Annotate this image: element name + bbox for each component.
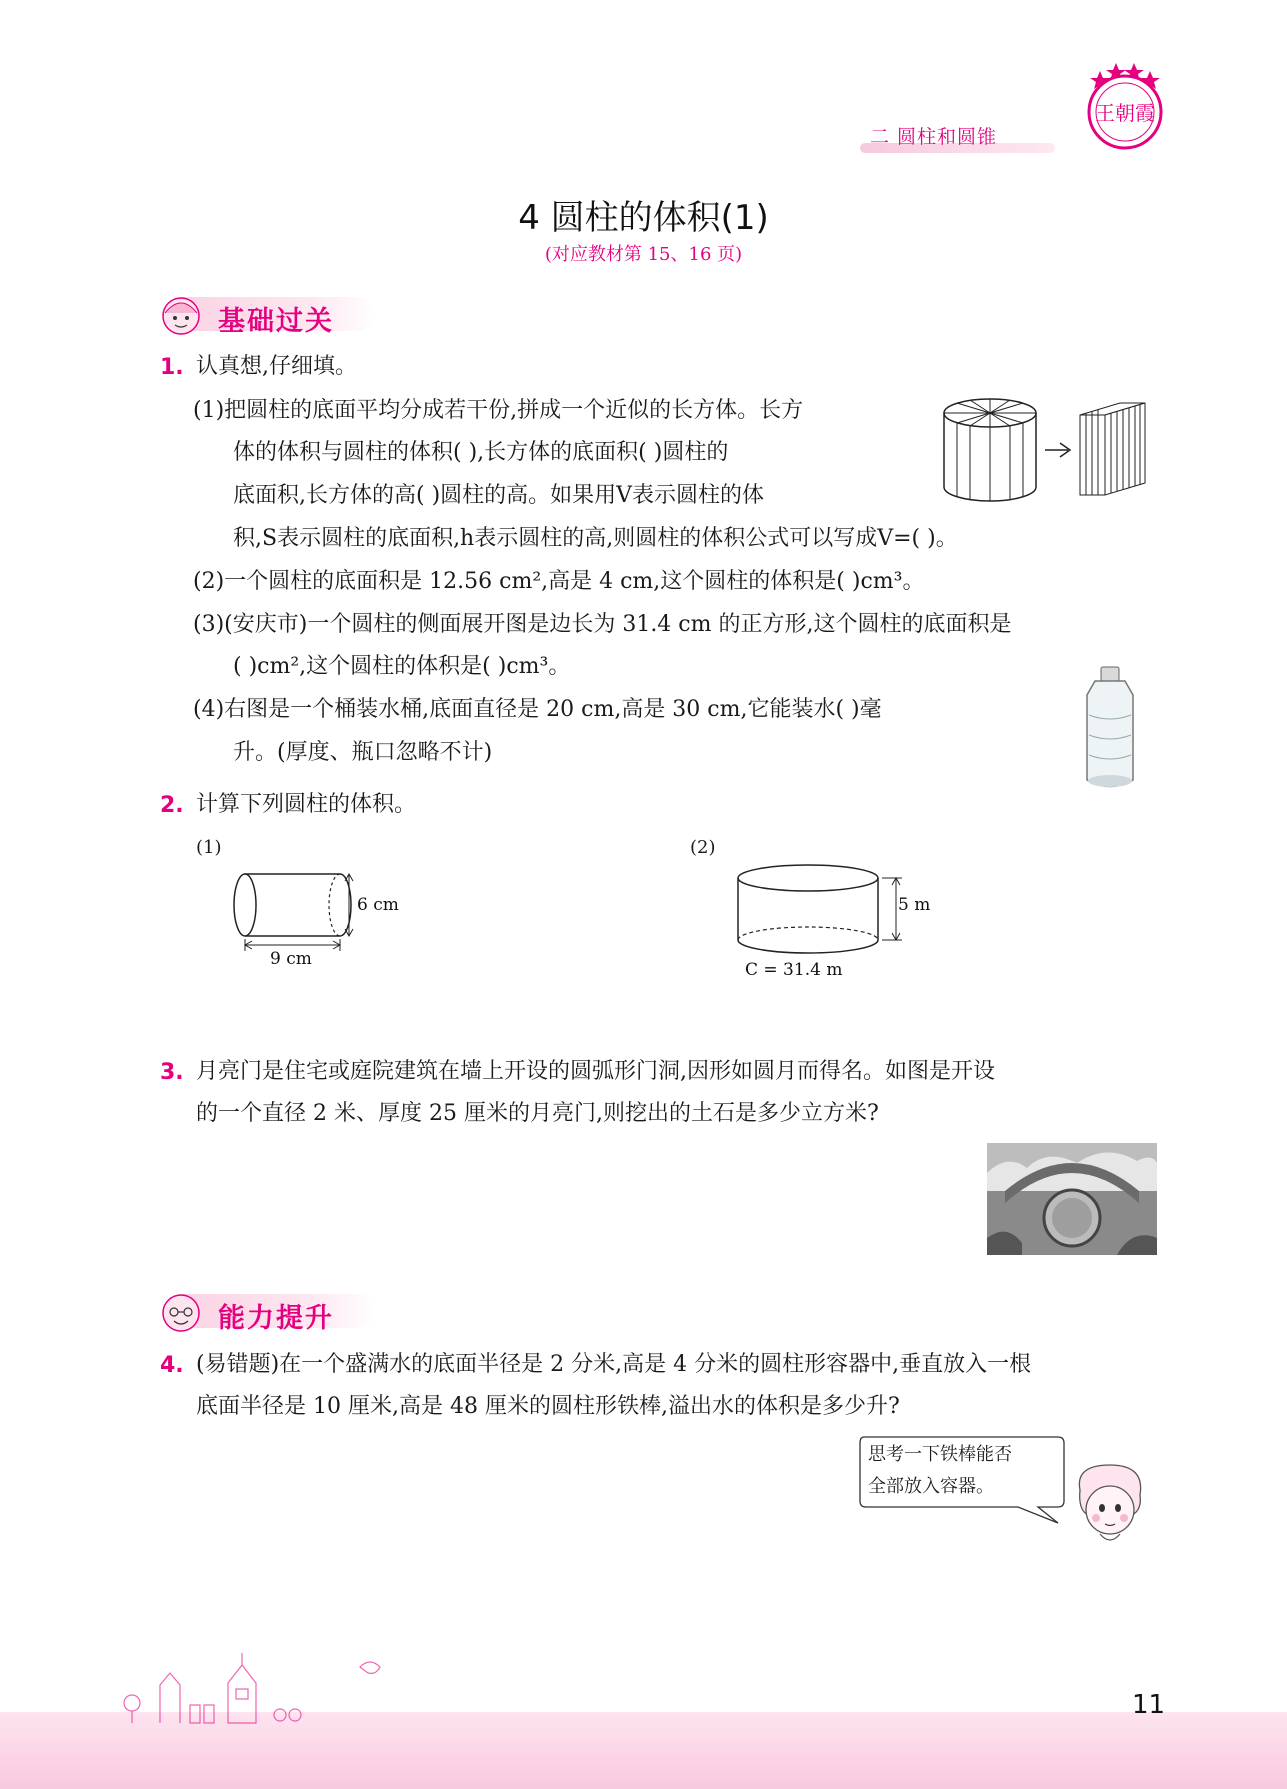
question-text: 的一个直径 2 米、厚度 25 厘米的月亮门,则挖出的土石是多少立方米?: [196, 1101, 879, 1126]
question-text: (3)(安庆市)一个圆柱的侧面展开图是边长为 31.4 cm 的正方形,这个圆柱的底面积是: [193, 612, 1012, 637]
textbook-reference: (对应教材第 15、16 页): [544, 244, 743, 265]
question-text: 底面半径是 10 厘米,高是 48 厘米的圆柱形铁棒,溢出水的体积是多少升?: [196, 1394, 900, 1419]
lesson-title: 4 圆柱的体积(1): [518, 198, 769, 238]
hint-text: 全部放入容器。: [868, 1476, 994, 1497]
subquestion-label: (1): [196, 837, 222, 858]
chapter-heading: 二 圆柱和圆锥: [870, 126, 998, 148]
cylinder-a-figure: [225, 865, 415, 969]
question-text: (2)一个圆柱的底面积是 12.56 cm²,高是 4 cm,这个圆柱的体积是( )cm³。: [193, 569, 925, 594]
publisher-logo-icon: [1075, 60, 1175, 155]
moon-gate-photo: [987, 1143, 1157, 1255]
thinking-girl-icon: [1070, 1460, 1150, 1550]
footer-town-decoration: [120, 1645, 420, 1725]
question-text: 积,S表示圆柱的底面积,h表示圆柱的高,则圆柱的体积公式可以写成V=( )。: [233, 526, 958, 551]
water-bucket-icon: [1075, 665, 1145, 795]
question-text: 体的体积与圆柱的体积( ),长方体的底面积( )圆柱的: [233, 440, 729, 465]
question-number: 1.: [160, 355, 184, 380]
question-number: 2.: [160, 793, 184, 818]
question-text: 升。(厚度、瓶口忽略不计): [233, 740, 493, 765]
section-title: 基础过关: [218, 306, 334, 337]
height-label: 6 cm: [357, 895, 399, 915]
height-label: 5 m: [898, 895, 931, 915]
question-number: 4.: [160, 1353, 184, 1378]
length-label: 9 cm: [270, 949, 312, 969]
girl-face-icon: [160, 295, 202, 335]
cylinder-to-cuboid-figure: [940, 395, 1155, 505]
section-basic: [160, 295, 400, 335]
subquestion-label: (2): [690, 837, 716, 858]
question-text: 月亮门是住宅或庭院建筑在墙上开设的圆弧形门洞,因形如圆月而得名。如图是开设: [196, 1059, 995, 1084]
section-advanced: [160, 1292, 400, 1332]
question-prompt: 计算下列圆柱的体积。: [196, 792, 417, 817]
hint-text: 思考一下铁棒能否: [868, 1444, 1012, 1465]
page-number: 11: [1132, 1690, 1166, 1720]
svg-text:王朝霞: 王朝霞: [1095, 101, 1155, 125]
section-title: 能力提升: [218, 1303, 334, 1334]
question-text: (1)把圆柱的底面平均分成若干份,拼成一个近似的长方体。长方: [193, 398, 804, 423]
circumference-label: C = 31.4 m: [745, 960, 843, 980]
cylinder-b-figure: [730, 860, 931, 985]
grandpa-face-icon: [160, 1292, 202, 1332]
question-text: (易错题)在一个盛满水的底面半径是 2 分米,高是 4 分米的圆柱形容器中,垂直放入一根: [196, 1352, 1032, 1377]
question-text: ( )cm²,这个圆柱的体积是( )cm³。: [233, 654, 571, 679]
question-number: 3.: [160, 1060, 184, 1085]
question-text: 底面积,长方体的高( )圆柱的高。如果用V表示圆柱的体: [233, 483, 765, 508]
question-prompt: 认真想,仔细填。: [196, 354, 357, 379]
question-text: (4)右图是一个桶装水桶,底面直径是 20 cm,高是 30 cm,它能装水( )毫: [193, 697, 882, 722]
